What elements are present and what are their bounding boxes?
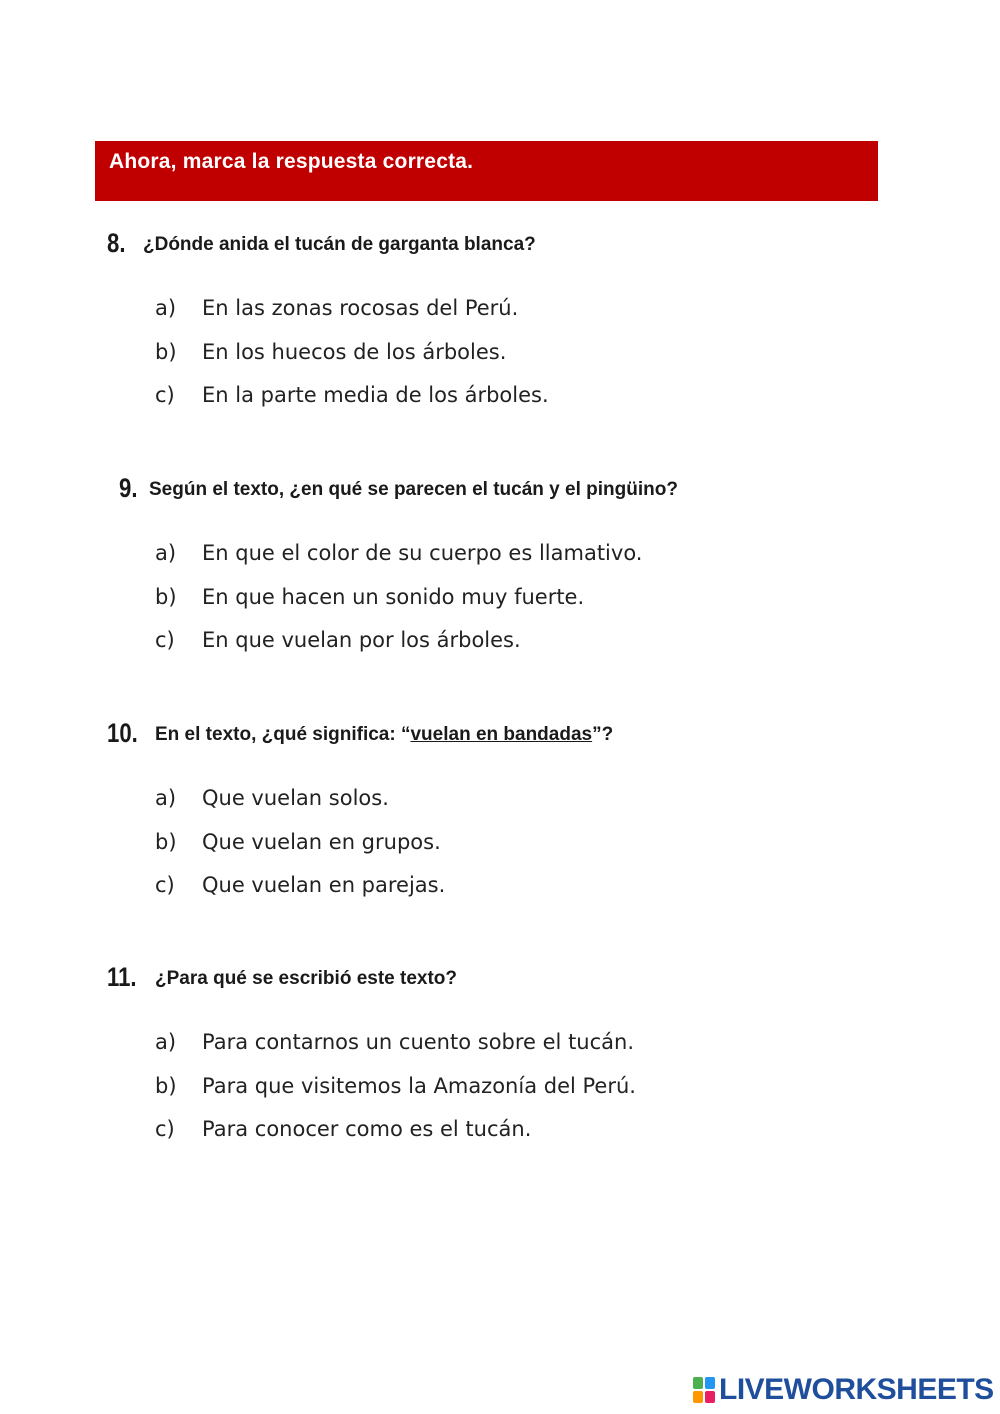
option-letter: a) <box>155 296 177 320</box>
option-text: En que hacen un sonido muy fuerte. <box>202 585 585 609</box>
option-a[interactable] <box>155 541 642 565</box>
option-text: Para que visitemos la Amazonía del Perú. <box>202 1074 636 1098</box>
option-text: En que vuelan por los árboles. <box>202 628 521 652</box>
question-number: 8. <box>107 228 126 258</box>
question-text: ¿Para qué se escribió este texto? <box>155 968 458 989</box>
option-text: En la parte media de los árboles. <box>202 383 549 407</box>
option-letter: b) <box>155 340 177 364</box>
option-a[interactable] <box>155 296 518 320</box>
instruction-banner <box>95 141 878 201</box>
option-letter: c) <box>155 383 175 407</box>
liveworksheets-logo-icon <box>693 1377 715 1403</box>
option-b[interactable] <box>155 830 441 854</box>
option-text: En las zonas rocosas del Perú. <box>202 296 519 320</box>
option-a[interactable] <box>155 1030 634 1054</box>
option-a[interactable] <box>155 786 389 810</box>
option-c[interactable] <box>155 1117 531 1141</box>
question-text: ¿Dónde anida el tucán de garganta blanca? <box>143 234 536 255</box>
option-text: Para contarnos un cuento sobre el tucán. <box>202 1030 635 1054</box>
option-c[interactable] <box>155 873 445 897</box>
option-letter: a) <box>155 786 177 810</box>
question-text: Según el texto, ¿en qué se parecen el tucán y el pingüino? <box>149 479 678 500</box>
option-letter: b) <box>155 1074 177 1098</box>
option-letter: a) <box>155 1030 177 1054</box>
underlined-phrase: vuelan en bandadas <box>410 724 593 745</box>
option-c[interactable] <box>155 383 549 407</box>
option-letter: b) <box>155 585 177 609</box>
question-number: 11. <box>107 962 137 992</box>
option-text: En los huecos de los árboles. <box>202 340 507 364</box>
option-letter: c) <box>155 628 175 652</box>
question-text-after: ”? <box>592 724 614 745</box>
question-text <box>155 724 613 746</box>
option-c[interactable] <box>155 628 521 652</box>
question-text-before: En el texto, ¿qué significa: “ <box>155 724 411 745</box>
brand-name: LIVEWORKSHEETS <box>719 1373 994 1406</box>
option-text: Para conocer como es el tucán. <box>202 1117 532 1141</box>
option-text: Que vuelan solos. <box>202 786 389 810</box>
option-b[interactable] <box>155 1074 636 1098</box>
option-text: Que vuelan en grupos. <box>202 830 441 854</box>
instruction-text: Ahora, marca la respuesta correcta. <box>109 150 474 173</box>
liveworksheets-brand[interactable] <box>693 1373 994 1407</box>
option-letter: b) <box>155 830 177 854</box>
question-number: 9. <box>119 473 138 503</box>
option-b[interactable] <box>155 585 584 609</box>
option-text: En que el color de su cuerpo es llamativo. <box>202 541 643 565</box>
option-letter: a) <box>155 541 177 565</box>
option-text: Que vuelan en parejas. <box>202 873 446 897</box>
option-letter: c) <box>155 873 175 897</box>
question-number: 10. <box>107 718 138 748</box>
option-letter: c) <box>155 1117 175 1141</box>
option-b[interactable] <box>155 340 506 364</box>
